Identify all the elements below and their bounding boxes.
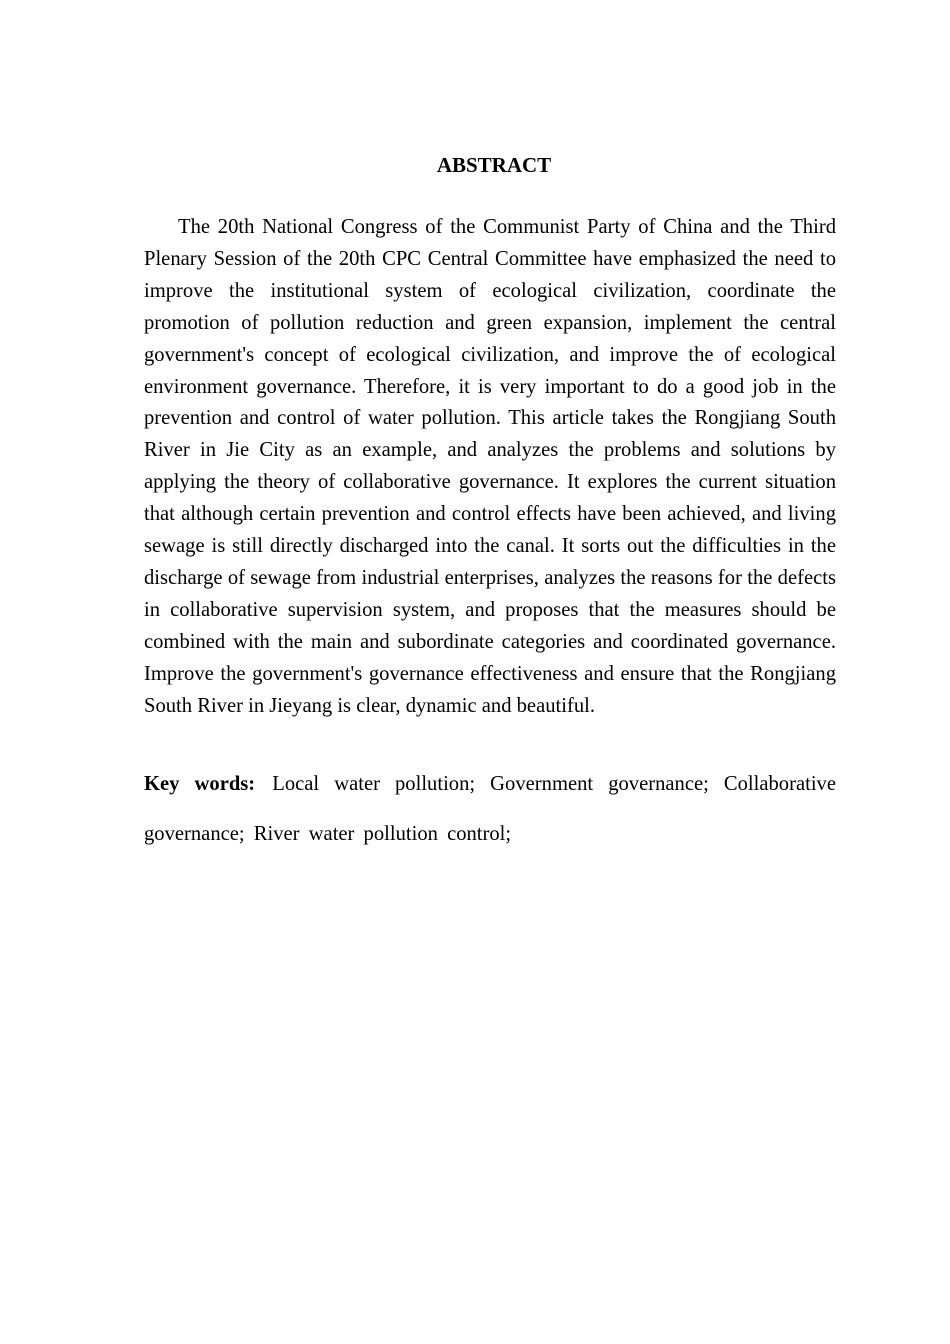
keywords-text: Local water pollution; Government governance; Collaborative governance; River water pollution control; bbox=[144, 772, 836, 845]
document-page bbox=[144, 150, 836, 859]
abstract-body: The 20th National Congress of the Communist Party of China and the Third Plenary Session of the 20th CPC Central Committee have emphasized the need to improve the institutional system of ecological civilization, coordinate the promotion of pollution reduction and green expansion, implement the central government's concept of ecological civilization, and improve the of ecological environment governance. Therefore, it is very important to do a good job in the prevention and control of water pollution. This article takes the Rongjiang South River in Jie City as an example, and analyzes the problems and solutions by applying the theory of collaborative governance. It explores the current situation that although certain prevention and control effects have been achieved, and living sewage is still directly discharged into the canal. It sorts out the difficulties in the discharge of sewage from industrial enterprises, analyzes the reasons for the defects in collaborative supervision system, and proposes that the measures should be combined with the main and subordinate categories and coordinated governance. Improve the government's governance effectiveness and ensure that the Rongjiang South River in Jieyang is clear, dynamic and beautiful. bbox=[144, 216, 836, 717]
keywords-label: Key words: bbox=[144, 772, 256, 795]
abstract-heading: ABSTRACT bbox=[436, 153, 552, 177]
keywords-paragraph bbox=[144, 759, 836, 859]
